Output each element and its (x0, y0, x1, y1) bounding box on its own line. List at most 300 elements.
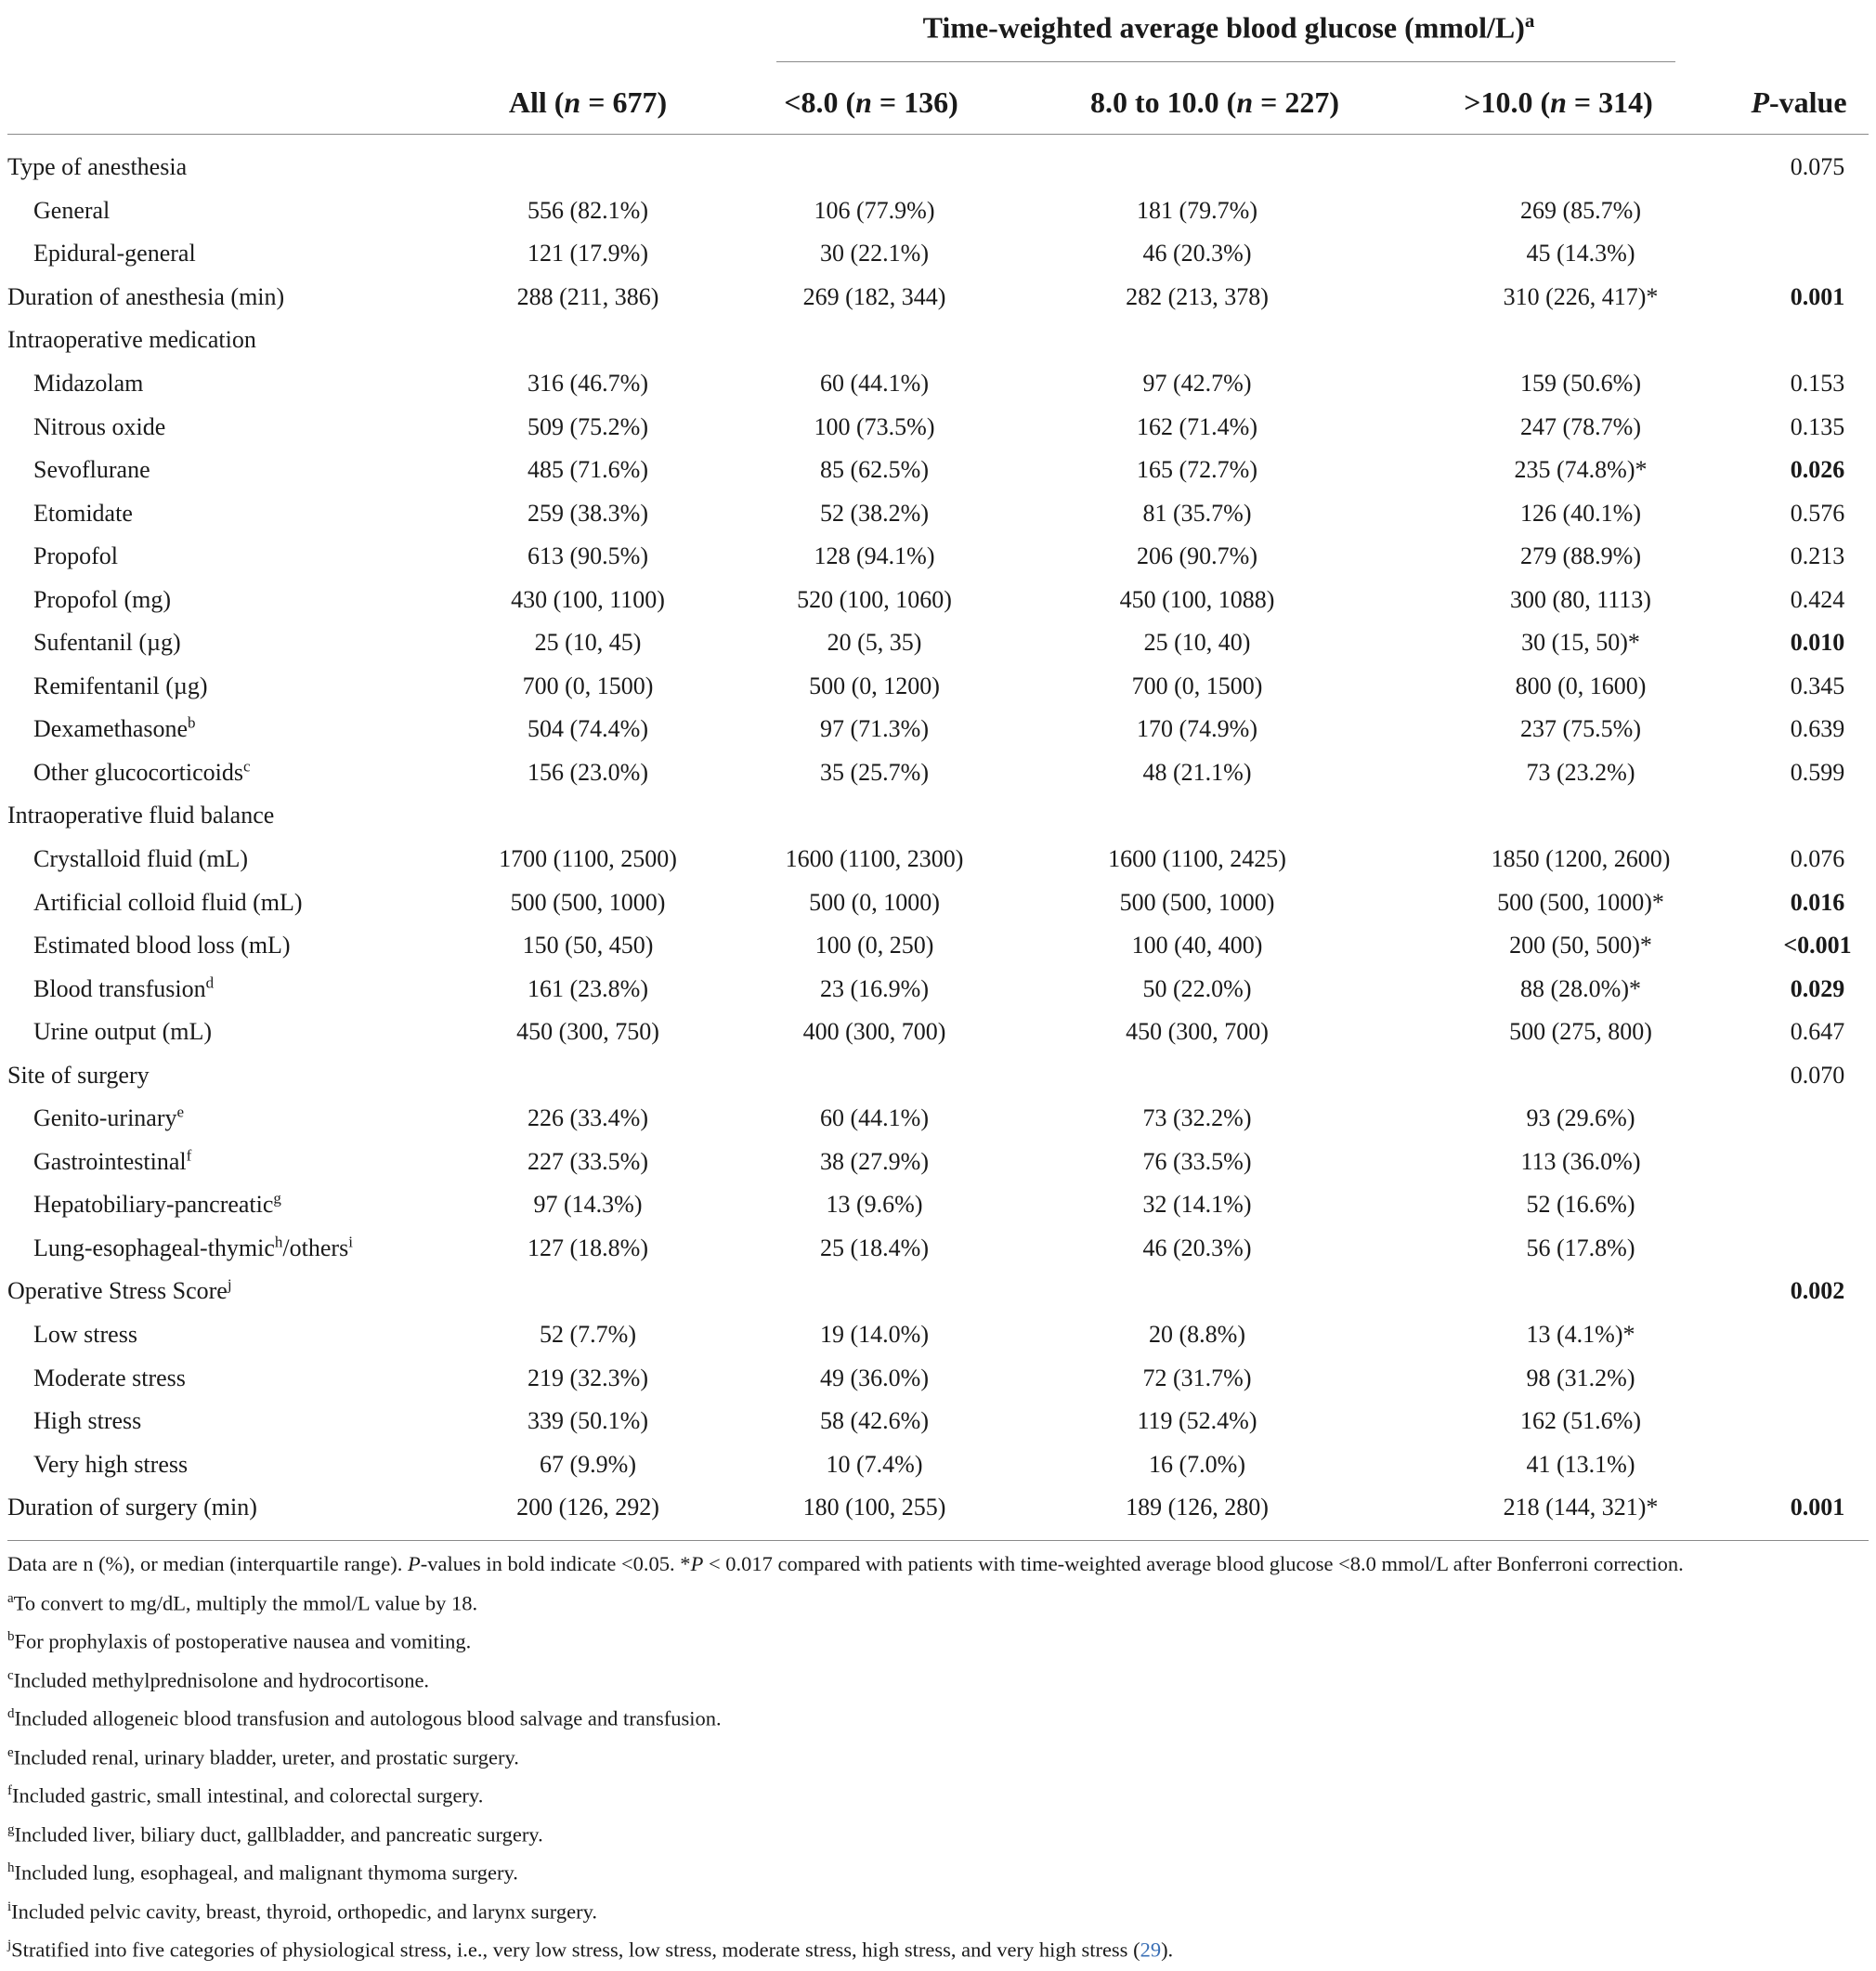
cell-pvalue (1766, 1313, 1869, 1357)
row-label (7, 1227, 426, 1271)
cell-lt8: 52 (38.2%) (820, 499, 929, 527)
row-label (7, 838, 426, 881)
footnote-text-end: ). (1161, 1938, 1174, 1962)
cell-gt10: 88 (28.0%)* (1520, 974, 1641, 1002)
cell-8to10: 165 (72.7%) (1137, 456, 1257, 484)
cell-all (426, 1053, 749, 1097)
cell-pvalue: 0.599 (1790, 758, 1845, 786)
cell-8to10: 700 (0, 1500) (1131, 672, 1263, 699)
cell-lt8: 49 (36.0%) (820, 1364, 929, 1391)
cell-8to10: 162 (71.4%) (1137, 412, 1257, 440)
row-label (7, 665, 426, 709)
cell-lt8: 500 (0, 1000) (809, 888, 940, 916)
row-label-text: Nitrous oxide (33, 412, 166, 440)
footnote-marker: d (205, 973, 215, 991)
cell-lt8: 100 (73.5%) (814, 412, 935, 440)
cell-8to10 (999, 319, 1395, 362)
row-label (7, 232, 426, 276)
cell-8to10 (999, 1053, 1395, 1097)
cell-gt10: 13 (4.1%)* (1526, 1321, 1635, 1349)
cell-pvalue: 0.016 (1790, 888, 1845, 916)
cell-all: 52 (7.7%) (540, 1321, 636, 1349)
cell-8to10: 500 (500, 1000) (1119, 888, 1275, 916)
cell-pvalue: 0.424 (1790, 585, 1845, 613)
cell-8to10: 1600 (1100, 2425) (1108, 845, 1286, 873)
cell-lt8: 13 (9.6%) (826, 1191, 923, 1219)
cell-gt10: 200 (50, 500)* (1509, 932, 1652, 959)
cell-all: 219 (32.3%) (528, 1364, 648, 1391)
footnote-letter: f (7, 1783, 12, 1798)
footnote-list (7, 1582, 1869, 1967)
row-label-text: Genito-urinary (33, 1104, 177, 1132)
cell-pvalue: 0.639 (1790, 715, 1845, 743)
cell-lt8: 500 (0, 1200) (809, 672, 940, 699)
cell-lt8: 30 (22.1%) (820, 240, 929, 268)
footnote-letter: h (7, 1860, 15, 1875)
reference-link[interactable]: 29 (1140, 1938, 1162, 1962)
cell-lt8: 1600 (1100, 2300) (785, 845, 964, 873)
cell-8to10: 32 (14.1%) (1142, 1191, 1252, 1219)
footnote-text: Included lung, esophageal, and malignant thymoma surgery. (14, 1860, 518, 1885)
row-label-text: Midazolam (33, 370, 144, 397)
cell-all: 259 (38.3%) (528, 499, 648, 527)
table-row (7, 751, 1869, 795)
cell-lt8: 520 (100, 1060) (797, 585, 952, 613)
col-header-8to10: 8.0 to 10.0 (n = 227) (1090, 85, 1339, 119)
table-row (7, 1486, 1869, 1530)
footnote-letter: a (7, 1590, 14, 1606)
cell-lt8 (749, 146, 999, 189)
cell-pvalue (1766, 1183, 1869, 1227)
footnote-marker: h (274, 1233, 283, 1251)
footnote-text: Included gastric, small intestinal, and colorectal surgery. (12, 1783, 484, 1808)
group-header-sup: a (1524, 9, 1535, 32)
cell-all: 121 (17.9%) (528, 240, 648, 268)
cell-all: 613 (90.5%) (528, 542, 648, 570)
table-row (7, 1270, 1869, 1313)
cell-lt8: 60 (44.1%) (820, 1104, 929, 1132)
cell-lt8: 38 (27.9%) (820, 1147, 929, 1175)
cell-all: 161 (23.8%) (528, 974, 648, 1002)
row-label-text: Urine output (mL) (33, 1018, 213, 1046)
cell-pvalue: <0.001 (1783, 932, 1852, 959)
table-row (7, 794, 1869, 838)
cell-gt10: 93 (29.6%) (1526, 1104, 1635, 1132)
cell-pvalue: 0.001 (1790, 282, 1845, 310)
row-label-text: Duration of anesthesia (min) (7, 282, 285, 310)
cell-8to10 (999, 146, 1395, 189)
row-label (7, 967, 426, 1011)
cell-8to10: 20 (8.8%) (1149, 1321, 1245, 1349)
table-row (7, 967, 1869, 1011)
cell-all: 226 (33.4%) (528, 1104, 648, 1132)
footnote-letter: j (7, 1938, 12, 1952)
footnote-text: Included methylprednisolone and hydrocortisone. (13, 1668, 430, 1691)
footnote-text: Stratified into five categories of physiological stress, i.e., very low stress, low stress, moderate stress, high stress, and very high stress ( (11, 1938, 1140, 1962)
cell-all: 556 (82.1%) (528, 196, 648, 224)
row-label (7, 1356, 426, 1400)
cell-lt8: 20 (5, 35) (827, 629, 922, 657)
footnote (7, 1582, 1869, 1621)
cell-all: 97 (14.3%) (533, 1191, 643, 1219)
cell-8to10: 97 (42.7%) (1142, 370, 1252, 397)
row-label-text: Site of surgery (7, 1061, 150, 1089)
cell-lt8 (749, 794, 999, 838)
cell-all: 430 (100, 1100) (511, 585, 665, 613)
cell-gt10: 159 (50.6%) (1520, 370, 1641, 397)
cell-lt8: 19 (14.0%) (820, 1321, 929, 1349)
cell-8to10: 25 (10, 40) (1143, 629, 1251, 657)
row-label-text: Remifentanil (µg) (33, 672, 208, 699)
row-label-text: /others (282, 1234, 349, 1261)
group-header (783, 0, 1674, 60)
cell-pvalue (1766, 1442, 1869, 1486)
group-header-rule (776, 61, 1675, 62)
cell-pvalue: 0.345 (1790, 672, 1845, 699)
row-label-text: Artificial colloid fluid (mL) (33, 888, 303, 916)
footnote (7, 1813, 1869, 1852)
cell-gt10: 218 (144, 321)* (1503, 1494, 1659, 1521)
cell-all: 156 (23.0%) (528, 758, 648, 786)
col-header-all: All (n = 677) (508, 85, 668, 119)
cell-pvalue: 0.213 (1790, 542, 1845, 570)
table-row (7, 1053, 1869, 1097)
row-label (7, 751, 426, 795)
row-label (7, 881, 426, 924)
row-label (7, 362, 426, 406)
cell-pvalue (1766, 1227, 1869, 1271)
table-row (7, 1313, 1869, 1357)
row-label (7, 1141, 426, 1184)
cell-gt10 (1395, 146, 1766, 189)
cell-gt10: 30 (15, 50)* (1521, 629, 1640, 657)
row-label (7, 621, 426, 665)
row-label-text: Dexamethasone (33, 715, 189, 743)
cell-8to10 (999, 1270, 1395, 1313)
row-label (7, 1442, 426, 1486)
table-row (7, 1442, 1869, 1486)
cell-pvalue: 0.075 (1790, 153, 1845, 181)
cell-8to10: 450 (100, 1088) (1119, 585, 1275, 613)
cell-gt10: 279 (88.9%) (1520, 542, 1641, 570)
cell-8to10: 81 (35.7%) (1142, 499, 1252, 527)
footnote (7, 1774, 1869, 1813)
row-label (7, 535, 426, 579)
row-label-text: Operative Stress Score (7, 1277, 228, 1305)
data-table (7, 146, 1869, 1530)
cell-pvalue: 0.135 (1790, 412, 1845, 440)
cell-lt8 (749, 319, 999, 362)
row-label (7, 146, 426, 189)
cell-gt10: 98 (31.2%) (1526, 1364, 1635, 1391)
cell-8to10: 46 (20.3%) (1142, 1234, 1252, 1261)
footnote-marker: j (227, 1275, 232, 1294)
cell-gt10 (1395, 319, 1766, 362)
cell-pvalue (1766, 1356, 1869, 1400)
footnote (7, 1928, 1869, 1967)
footnote (7, 1851, 1869, 1890)
row-label (7, 708, 426, 751)
cell-gt10: 126 (40.1%) (1520, 499, 1641, 527)
cell-all: 200 (126, 292) (516, 1494, 659, 1521)
cell-lt8: 60 (44.1%) (820, 370, 929, 397)
cell-gt10: 1850 (1200, 2600) (1491, 845, 1671, 873)
cell-gt10: 56 (17.8%) (1526, 1234, 1635, 1261)
table-row (7, 146, 1869, 189)
cell-all: 288 (211, 386) (516, 282, 659, 310)
row-label-text: Blood transfusion (33, 974, 206, 1002)
cell-gt10: 73 (23.2%) (1526, 758, 1635, 786)
cell-pvalue: 0.076 (1790, 845, 1845, 873)
cell-lt8 (749, 1270, 999, 1313)
row-label-text: Low stress (33, 1321, 137, 1349)
footnote-text: Included pelvic cavity, breast, thyroid, orthopedic, and larynx surgery. (11, 1899, 598, 1923)
cell-all: 227 (33.5%) (528, 1147, 648, 1175)
table-row (7, 838, 1869, 881)
cell-8to10: 170 (74.9%) (1137, 715, 1257, 743)
cell-all (426, 794, 749, 838)
cell-8to10: 450 (300, 700) (1126, 1018, 1269, 1046)
footnote-marker: b (188, 713, 196, 732)
cell-gt10: 162 (51.6%) (1520, 1407, 1641, 1435)
cell-pvalue (1766, 794, 1869, 838)
row-label-text: Very high stress (33, 1450, 189, 1478)
row-label (7, 1183, 426, 1227)
cell-gt10: 41 (13.1%) (1526, 1450, 1635, 1478)
footnote-marker: e (176, 1103, 185, 1121)
row-label-text: Epidural-general (33, 240, 196, 268)
cell-gt10: 500 (275, 800) (1509, 1018, 1652, 1046)
cell-all: 316 (46.7%) (528, 370, 648, 397)
row-label (7, 189, 426, 233)
row-label (7, 276, 426, 320)
table-row (7, 276, 1869, 320)
row-label-text: Intraoperative fluid balance (7, 802, 275, 829)
cell-pvalue: 0.026 (1790, 456, 1845, 484)
footnote-letter: g (7, 1821, 15, 1837)
row-label (7, 1097, 426, 1141)
footnote (7, 1890, 1869, 1929)
row-label-text: High stress (33, 1407, 142, 1435)
cell-all: 500 (500, 1000) (510, 888, 666, 916)
footnote-letter: d (7, 1706, 15, 1721)
cell-all: 450 (300, 750) (516, 1018, 659, 1046)
table-row (7, 1356, 1869, 1400)
cell-lt8: 85 (62.5%) (820, 456, 929, 484)
cell-8to10: 16 (7.0%) (1149, 1450, 1245, 1478)
cell-pvalue (1766, 232, 1869, 276)
cell-8to10: 72 (31.7%) (1142, 1364, 1252, 1391)
cell-8to10: 46 (20.3%) (1142, 240, 1252, 268)
cell-lt8: 400 (300, 700) (802, 1018, 946, 1046)
cell-all: 25 (10, 45) (534, 629, 642, 657)
cell-pvalue: 0.153 (1790, 370, 1845, 397)
col-header-lt8: <8.0 (n = 136) (784, 85, 958, 119)
table-row (7, 232, 1869, 276)
row-label (7, 319, 426, 362)
cell-all (426, 146, 749, 189)
cell-pvalue (1766, 189, 1869, 233)
cell-pvalue: 0.010 (1790, 629, 1845, 657)
cell-pvalue (1766, 1097, 1869, 1141)
row-label-text: Estimated blood loss (mL) (33, 932, 291, 959)
row-label (7, 924, 426, 968)
cell-gt10 (1395, 1270, 1766, 1313)
cell-gt10: 800 (0, 1600) (1515, 672, 1647, 699)
cell-8to10: 73 (32.2%) (1142, 1104, 1252, 1132)
row-label (7, 1011, 426, 1054)
row-label-text: Other glucocorticoids (33, 758, 243, 786)
cell-8to10: 119 (52.4%) (1137, 1407, 1257, 1435)
row-label-text: Propofol (mg) (33, 585, 172, 613)
cell-pvalue: 0.029 (1790, 974, 1845, 1002)
group-header-text: Time-weighted average blood glucose (mmol/L) (922, 10, 1525, 45)
col-header-gt10: >10.0 (n = 314) (1464, 85, 1653, 119)
cell-gt10: 52 (16.6%) (1526, 1191, 1635, 1219)
cell-gt10 (1395, 1053, 1766, 1097)
cell-pvalue: 0.002 (1790, 1277, 1845, 1305)
footnote-marker: i (348, 1233, 353, 1251)
cell-gt10 (1395, 794, 1766, 838)
table-row (7, 1227, 1869, 1271)
footnote-letter: b (7, 1629, 15, 1644)
table-row (7, 362, 1869, 406)
footnote (7, 1659, 1869, 1698)
table-row (7, 621, 1869, 665)
table-row (7, 1097, 1869, 1141)
footnote-text: Included allogeneic blood transfusion and autologous blood salvage and transfusion. (14, 1706, 722, 1730)
cell-gt10: 500 (500, 1000)* (1497, 888, 1664, 916)
cell-all (426, 319, 749, 362)
cell-pvalue: 0.647 (1790, 1018, 1845, 1046)
cell-all: 127 (18.8%) (528, 1234, 648, 1261)
cell-8to10: 181 (79.7%) (1137, 196, 1257, 224)
cell-lt8: 180 (100, 255) (802, 1494, 946, 1521)
row-label-text: General (33, 196, 111, 224)
cell-all: 67 (9.9%) (540, 1450, 636, 1478)
cell-lt8 (749, 1053, 999, 1097)
cell-all (426, 1270, 749, 1313)
cell-all: 504 (74.4%) (528, 715, 648, 743)
table-row (7, 1183, 1869, 1227)
cell-8to10: 48 (21.1%) (1142, 758, 1252, 786)
footnote-text: For prophylaxis of postoperative nausea and vomiting. (14, 1629, 472, 1653)
footnote (7, 1620, 1869, 1659)
cell-all: 700 (0, 1500) (522, 672, 654, 699)
cell-lt8: 58 (42.6%) (820, 1407, 929, 1435)
cell-lt8: 35 (25.7%) (820, 758, 929, 786)
cell-lt8: 128 (94.1%) (814, 542, 935, 570)
table-row (7, 881, 1869, 924)
cell-gt10: 300 (80, 1113) (1510, 585, 1651, 613)
row-label (7, 491, 426, 535)
column-header-row (7, 76, 1869, 128)
row-label-text: Sevoflurane (33, 456, 150, 484)
row-label-text: Etomidate (33, 499, 133, 527)
cell-8to10: 100 (40, 400) (1131, 932, 1263, 959)
cell-8to10: 76 (33.5%) (1142, 1147, 1252, 1175)
row-label-text: Sufentanil (µg) (33, 629, 181, 657)
cell-lt8: 106 (77.9%) (814, 196, 935, 224)
row-label (7, 1400, 426, 1443)
cell-8to10: 206 (90.7%) (1137, 542, 1257, 570)
cell-gt10: 247 (78.7%) (1520, 412, 1641, 440)
row-label-text: Type of anesthesia (7, 153, 188, 181)
footnote-text: Included renal, urinary bladder, ureter, and prostatic surgery. (13, 1745, 519, 1769)
cell-pvalue: 0.070 (1790, 1061, 1845, 1089)
row-label (7, 578, 426, 621)
table-row (7, 535, 1869, 579)
cell-gt10: 269 (85.7%) (1520, 196, 1641, 224)
footnote-letter: e (7, 1744, 14, 1760)
row-label (7, 1486, 426, 1530)
cell-8to10 (999, 794, 1395, 838)
col-header-pvalue: P-value (1751, 85, 1847, 119)
cell-all: 150 (50, 450) (522, 932, 654, 959)
notes-main: Data are n (%), or median (interquartile range). P-values in bold indicate <0.05. *P < 0.017 compared with patients with time-weighted average blood glucose <8.0 mmol/L after Bonferroni correction. (7, 1552, 1684, 1575)
table-row (7, 405, 1869, 449)
footnote-text: Included liver, biliary duct, gallbladder, and pancreatic surgery. (14, 1822, 543, 1846)
cell-pvalue: 0.576 (1790, 499, 1845, 527)
row-label (7, 1313, 426, 1357)
row-label (7, 449, 426, 492)
row-label-text: Hepatobiliary-pancreatic (33, 1191, 274, 1219)
cell-all: 485 (71.6%) (528, 456, 648, 484)
header-rule (7, 134, 1869, 135)
cell-gt10: 45 (14.3%) (1526, 240, 1635, 268)
cell-8to10: 50 (22.0%) (1142, 974, 1252, 1002)
cell-8to10: 282 (213, 378) (1126, 282, 1269, 310)
row-label-text: Intraoperative medication (7, 326, 256, 354)
cell-pvalue (1766, 1141, 1869, 1184)
cell-pvalue: 0.001 (1790, 1494, 1845, 1521)
cell-all: 509 (75.2%) (528, 412, 648, 440)
row-label (7, 1270, 426, 1313)
row-label-text: Lung-esophageal-thymic (33, 1234, 275, 1261)
cell-pvalue (1766, 1400, 1869, 1443)
cell-lt8: 25 (18.4%) (820, 1234, 929, 1261)
table-row (7, 319, 1869, 362)
row-label (7, 405, 426, 449)
footnote-text: To convert to mg/dL, multiply the mmol/L value by 18. (13, 1591, 478, 1614)
cell-lt8: 269 (182, 344) (802, 282, 946, 310)
row-label-text: Duration of surgery (min) (7, 1494, 257, 1521)
table-row (7, 491, 1869, 535)
footer-rule (7, 1540, 1869, 1541)
footnote-letter: i (7, 1899, 12, 1914)
table-row (7, 924, 1869, 968)
cell-all: 339 (50.1%) (528, 1407, 648, 1435)
table-row (7, 665, 1869, 709)
footnote (7, 1736, 1869, 1775)
cell-gt10: 113 (36.0%) (1520, 1147, 1641, 1175)
row-label-text: Gastrointestinal (33, 1147, 187, 1175)
footnote-letter: c (7, 1667, 14, 1683)
row-label-text: Moderate stress (33, 1364, 186, 1391)
table-row (7, 449, 1869, 492)
table-row (7, 1400, 1869, 1443)
row-label (7, 1053, 426, 1097)
table-body (7, 146, 1869, 1530)
cell-gt10: 237 (75.5%) (1520, 715, 1641, 743)
footnote-marker: g (273, 1189, 281, 1207)
cell-pvalue (1766, 319, 1869, 362)
cell-lt8: 100 (0, 250) (814, 932, 934, 959)
footnote-marker: f (186, 1146, 192, 1165)
row-label-text: Propofol (33, 542, 118, 570)
cell-lt8: 23 (16.9%) (820, 974, 929, 1002)
cell-lt8: 10 (7.4%) (826, 1450, 923, 1478)
